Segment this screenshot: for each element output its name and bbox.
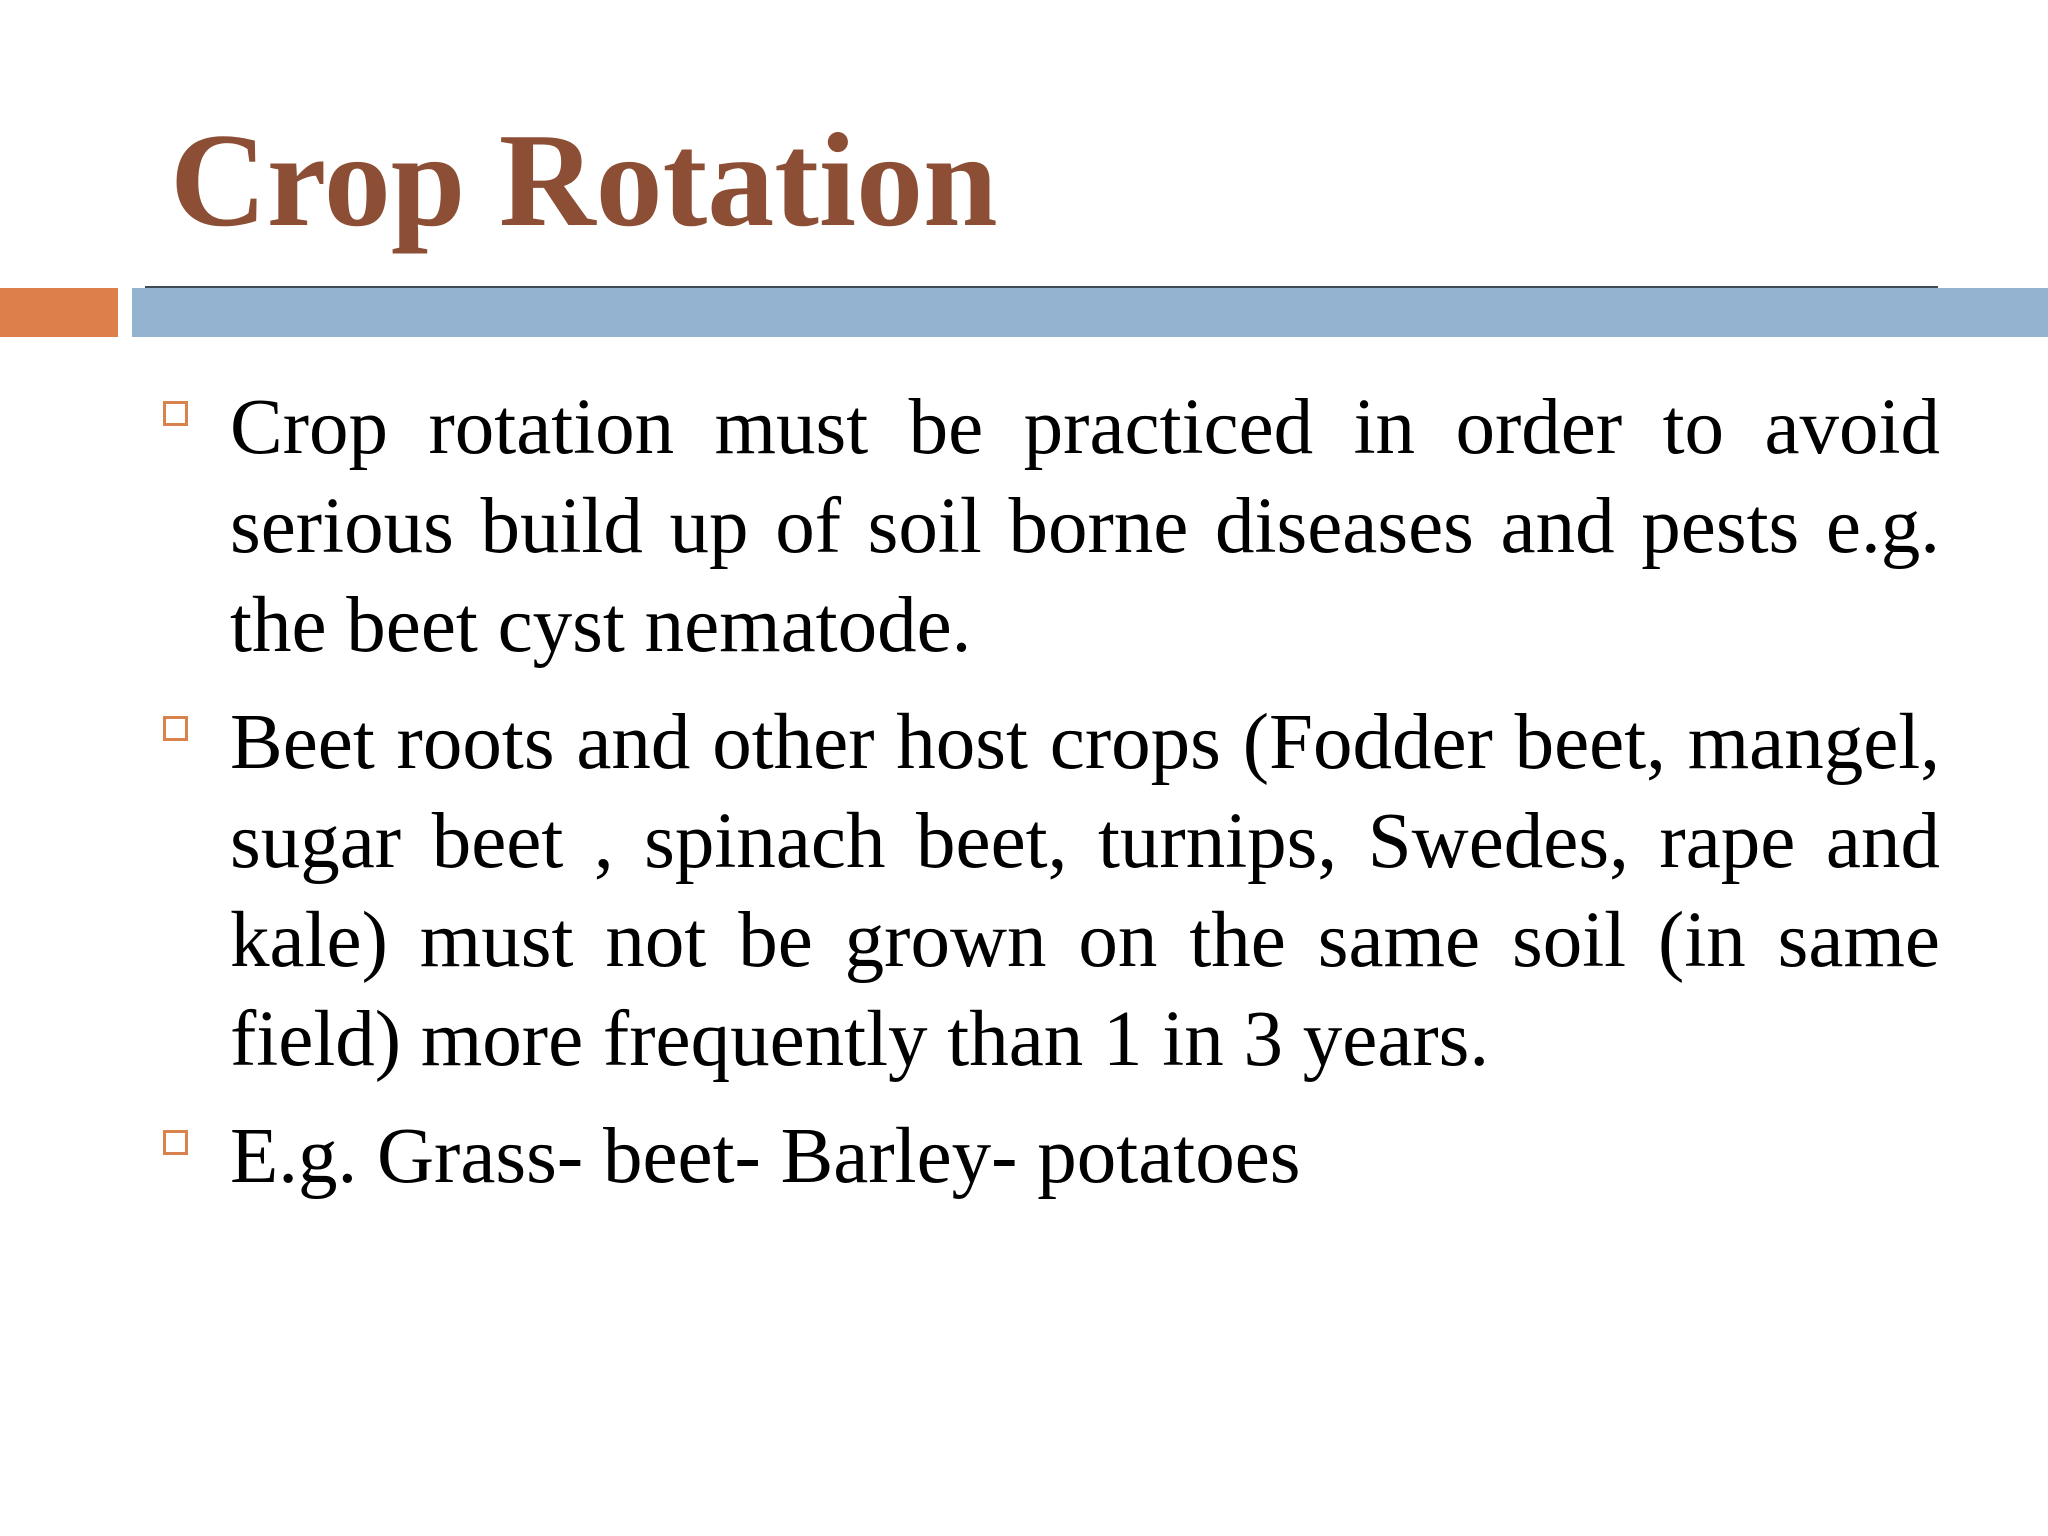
hollow-square-bullet-icon	[163, 401, 188, 426]
hollow-square-bullet-icon	[163, 716, 188, 741]
bullet-item	[160, 378, 1940, 675]
hollow-square-bullet-icon	[163, 1130, 188, 1155]
slide-title: Crop Rotation	[170, 106, 998, 254]
accent-band-orange	[0, 288, 118, 337]
accent-band-blue	[132, 288, 2048, 337]
bullet-text: Crop rotation must be practiced in order to avoid serious build up of soil borne diseases and pests e.g. the beet cyst nematode.	[230, 384, 1940, 669]
bullet-item	[160, 693, 1940, 1089]
bullet-text: E.g. Grass- beet- Barley- potatoes	[230, 1113, 1301, 1200]
bullet-text: Beet roots and other host crops (Fodder beet, mangel, sugar beet , spinach beet, turnips, Swedes, rape and kale) must not be grown on the same soil (in same field) more frequently than 1 in 3 years.	[230, 699, 1940, 1083]
bullet-item	[160, 1107, 1940, 1206]
bullet-list	[160, 378, 1940, 1224]
